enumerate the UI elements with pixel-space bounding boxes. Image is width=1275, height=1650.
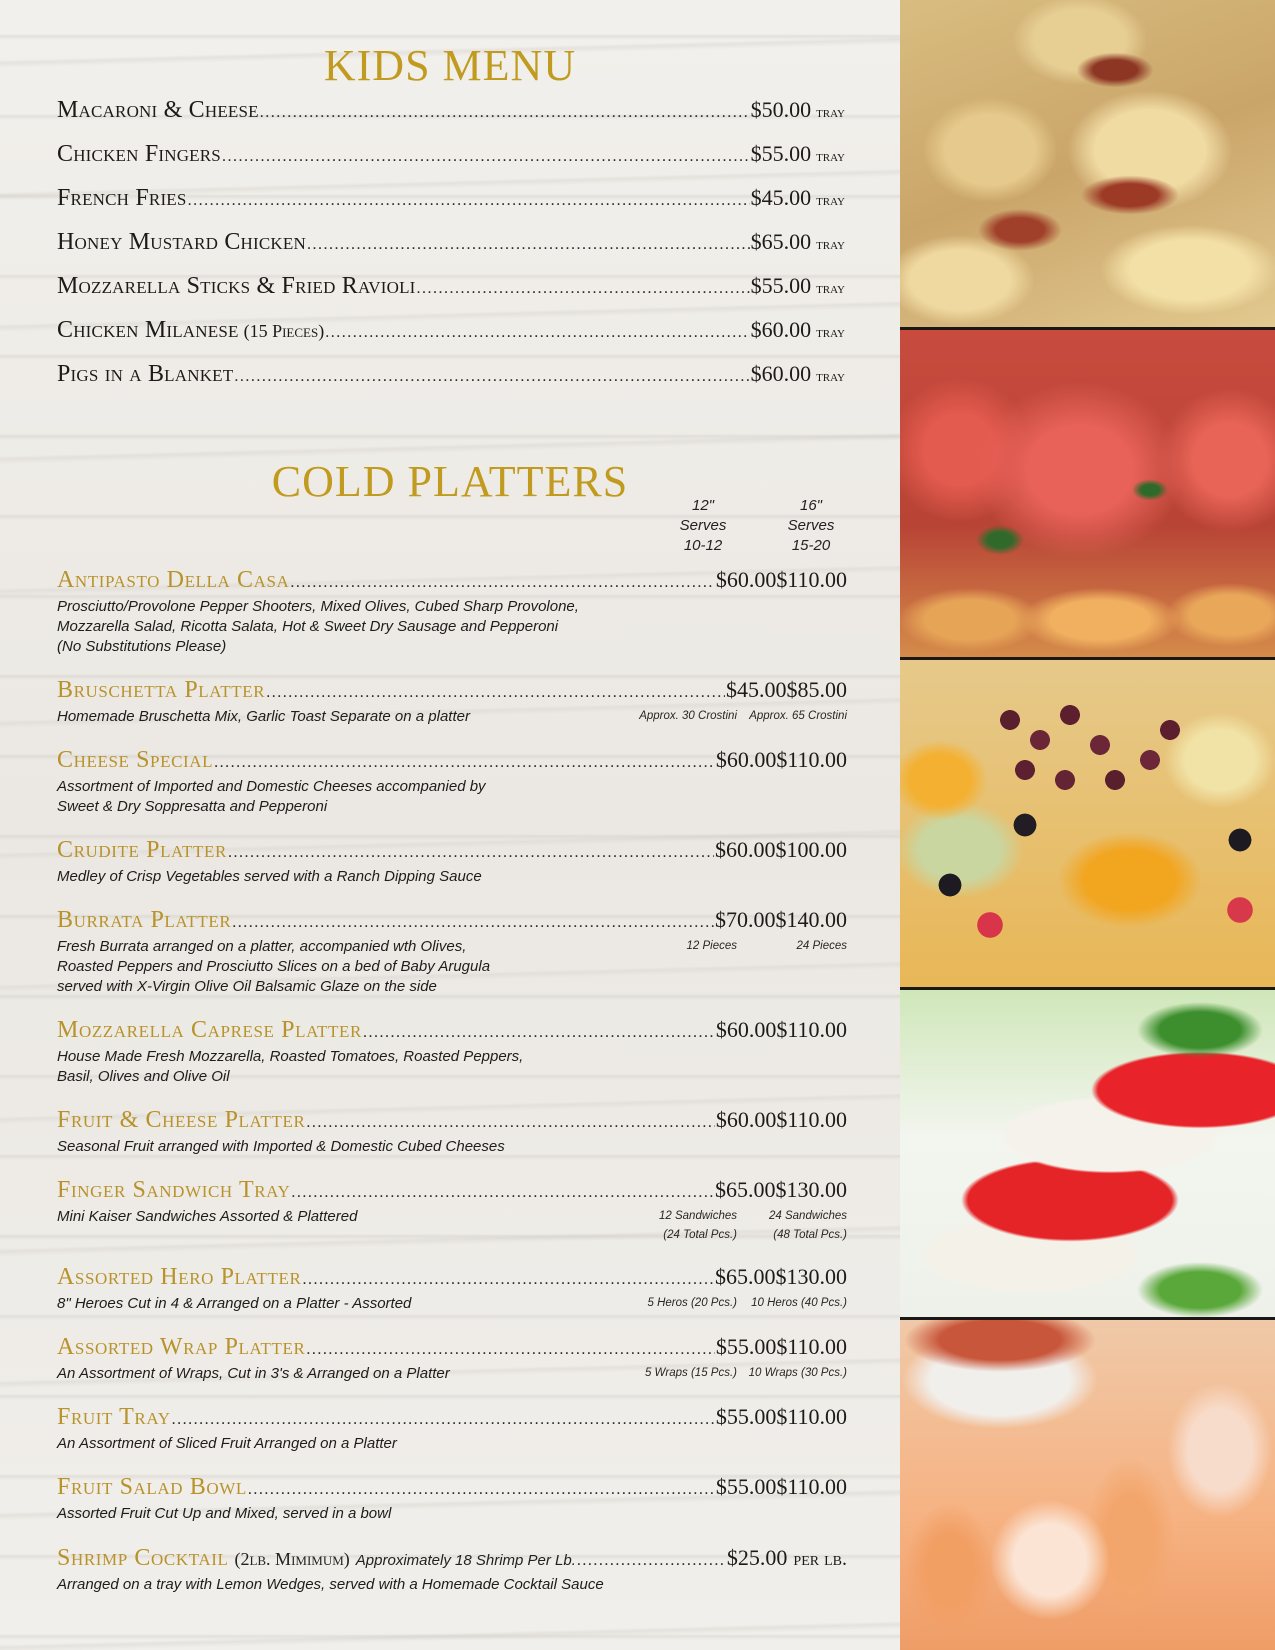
- description-line: Basil, Olives and Olive Oil: [57, 1068, 230, 1085]
- item-name: Antipasto Della Casa: [57, 567, 290, 593]
- item-name: Chicken Milanese: [57, 317, 239, 343]
- dot-leader: [172, 1411, 715, 1429]
- column-serves-label: Serves: [787, 517, 835, 534]
- quantity-note-12-inch: [617, 1207, 737, 1245]
- item-description: [57, 777, 847, 817]
- kids-menu-item: [57, 229, 845, 259]
- item-name: Cheese Special: [57, 747, 214, 773]
- price-16-inch: $110.00: [776, 1017, 847, 1042]
- dot-leader: [266, 684, 725, 702]
- kids-menu-item: [57, 141, 845, 171]
- quantity-note-16-inch: Approx. 65 Crostini: [749, 710, 847, 722]
- item-name: Fruit & Cheese Platter: [57, 1107, 306, 1133]
- platter-item: [57, 677, 847, 727]
- item-unit: tray: [816, 368, 845, 385]
- item-price: $60.00: [750, 317, 812, 342]
- column-serves: 10-12: [683, 537, 723, 554]
- item-unit: tray: [816, 236, 845, 253]
- price-12-inch: $60.00: [715, 1017, 777, 1042]
- item-description: [57, 1137, 847, 1157]
- kids-menu-item: [57, 317, 845, 347]
- kids-menu-item: [57, 361, 845, 391]
- item-name: Mozzarella Caprese Platter: [57, 1017, 362, 1043]
- dot-leader: [214, 754, 715, 772]
- item-name: Finger Sandwich Tray: [57, 1177, 291, 1203]
- description-line: served with X-Virgin Olive Oil Balsamic Glaze on the side: [57, 978, 437, 995]
- item-description: [57, 1504, 847, 1524]
- item-price: $25.00: [726, 1545, 788, 1570]
- quantity-note-16-inch: 10 Heros (40 Pcs.): [751, 1297, 847, 1309]
- item-description: [57, 937, 617, 997]
- price-12-inch: $55.00: [715, 1334, 777, 1359]
- dot-leader: [577, 1552, 726, 1570]
- item-price: $45.00: [750, 185, 812, 210]
- item-description: [57, 867, 847, 887]
- dot-leader: [306, 1341, 714, 1359]
- item-price: $50.00: [750, 97, 812, 122]
- item-unit: tray: [816, 104, 845, 121]
- description-line: Homemade Bruschetta Mix, Garlic Toast Separate on a platter: [57, 708, 470, 725]
- platter-item: [57, 1334, 847, 1384]
- price-12-inch: $60.00: [715, 837, 776, 862]
- platter-item-shrimp-cocktail: [57, 1545, 847, 1595]
- dot-leader: [363, 1024, 715, 1042]
- description-line: An Assortment of Sliced Fruit Arranged on a Platter: [57, 1435, 397, 1452]
- cold-platters-title: COLD PLATTERS: [271, 457, 629, 506]
- item-description: [57, 1047, 847, 1087]
- kids-menu-item: [57, 97, 845, 127]
- price-12-inch: $65.00: [715, 1264, 776, 1289]
- column-serves-label: Serves: [679, 517, 727, 534]
- item-description: [57, 1434, 847, 1454]
- column-header-16-inch: [766, 496, 856, 556]
- item-name: Fruit Salad Bowl: [57, 1474, 247, 1500]
- item-name: Chicken Fingers: [57, 141, 221, 167]
- item-name: Crudite Platter: [57, 837, 227, 863]
- dot-leader: [306, 1114, 714, 1132]
- item-description: [57, 1294, 617, 1314]
- photo-bruschetta: [900, 330, 1275, 657]
- dot-leader: [417, 280, 750, 298]
- item-unit: tray: [816, 192, 845, 209]
- price-16-inch: $85.00: [786, 677, 847, 702]
- platter-item: [57, 907, 847, 997]
- item-minimum-note: (2lb. Mimimum): [234, 1549, 350, 1569]
- photo-pigs-in-a-blanket: [900, 0, 1275, 327]
- dot-leader: [228, 844, 714, 862]
- description-line: Roasted Peppers and Prosciutto Slices on a bed of Baby Arugula: [57, 958, 491, 975]
- item-name: French Fries: [57, 185, 187, 211]
- price-12-inch: $70.00: [715, 907, 776, 932]
- item-quantity-note: Approximately 18 Shrimp Per Lb.: [355, 1552, 576, 1569]
- price-16-inch: $110.00: [776, 747, 847, 772]
- description-line: Sweet & Dry Soppresatta and Pepperoni: [57, 798, 328, 815]
- item-description: [57, 1364, 617, 1384]
- column-header-12-inch: [658, 496, 748, 556]
- price-16-inch: $110.00: [776, 1404, 847, 1429]
- description-line: Assortment of Imported and Domestic Cheeses accompanied by: [57, 778, 486, 795]
- item-name: Honey Mustard Chicken: [57, 229, 306, 255]
- note-line: 24 Sandwiches: [769, 1210, 847, 1222]
- photo-fruit-and-cheese-platter: [900, 660, 1275, 987]
- platter-item: [57, 747, 847, 817]
- kids-menu-item: [57, 185, 845, 215]
- item-name: Assorted Hero Platter: [57, 1264, 302, 1290]
- quantity-note-12-inch: Approx. 30 Crostini: [639, 710, 737, 722]
- kids-menu-title: KIDS MENU: [323, 41, 577, 90]
- price-12-inch: $55.00: [715, 1474, 777, 1499]
- price-12-inch: $55.00: [715, 1404, 777, 1429]
- description-line: Assorted Fruit Cut Up and Mixed, served in a bowl: [57, 1505, 392, 1522]
- description-line: 8" Heroes Cut in 4 & Arranged on a Platter - Assorted: [57, 1295, 412, 1312]
- dot-leader: [307, 236, 750, 254]
- dot-leader: [302, 1271, 714, 1289]
- note-line: (24 Total Pcs.): [663, 1229, 737, 1241]
- dot-leader: [248, 1481, 715, 1499]
- platter-item: [57, 567, 847, 657]
- platter-item: [57, 1404, 847, 1454]
- dot-leader: [290, 574, 714, 592]
- item-name: Mozzarella Sticks & Fried Ravioli: [57, 273, 416, 299]
- price-16-inch: $130.00: [775, 1264, 847, 1289]
- column-size: 12": [691, 497, 714, 514]
- platter-item: [57, 1264, 847, 1314]
- description-line: Seasonal Fruit arranged with Imported & Domestic Cubed Cheeses: [57, 1138, 505, 1155]
- column-serves: 15-20: [791, 537, 831, 554]
- quantity-note-16-inch: 10 Wraps (30 Pcs.): [748, 1367, 847, 1379]
- dot-leader: [291, 1184, 714, 1202]
- price-16-inch: $110.00: [776, 567, 847, 592]
- item-description: [57, 1207, 617, 1245]
- quantity-note-16-inch: [737, 1207, 847, 1245]
- note-line: (48 Total Pcs.): [773, 1229, 847, 1241]
- item-name: Fruit Tray: [57, 1404, 171, 1430]
- item-name: Bruschetta Platter: [57, 677, 266, 703]
- dot-leader: [325, 324, 749, 342]
- photo-shrimp-cocktail: [900, 1320, 1275, 1650]
- item-price: $65.00: [750, 229, 812, 254]
- description-line: House Made Fresh Mozzarella, Roasted Tomatoes, Roasted Peppers,: [57, 1048, 524, 1065]
- column-size: 16": [799, 497, 822, 514]
- quantity-note-12-inch: 5 Heros (20 Pcs.): [647, 1297, 737, 1309]
- item-name: Macaroni & Cheese: [57, 97, 259, 123]
- platter-item: [57, 1017, 847, 1087]
- price-16-inch: $130.00: [775, 1177, 847, 1202]
- item-name: Pigs in a Blanket: [57, 361, 234, 387]
- item-unit: per lb.: [793, 1548, 847, 1570]
- description-line: Medley of Crisp Vegetables served with a Ranch Dipping Sauce: [57, 868, 482, 885]
- price-12-inch: $60.00: [715, 567, 777, 592]
- dot-leader: [222, 148, 750, 166]
- dot-leader: [234, 368, 749, 386]
- description-line: Prosciutto/Provolone Pepper Shooters, Mixed Olives, Cubed Sharp Provolone,: [57, 598, 579, 615]
- item-unit: tray: [816, 324, 845, 341]
- note-line: 12 Sandwiches: [659, 1210, 737, 1222]
- price-12-inch: $45.00: [726, 677, 787, 702]
- dot-leader: [260, 104, 750, 122]
- item-description: [57, 707, 617, 727]
- price-16-inch: $140.00: [775, 907, 847, 932]
- photo-strip: [900, 0, 1275, 1650]
- item-description: [57, 597, 847, 657]
- item-description: Arranged on a tray with Lemon Wedges, served with a Homemade Cocktail Sauce: [57, 1576, 604, 1593]
- description-line: An Assortment of Wraps, Cut in 3's & Arranged on a Platter: [57, 1365, 450, 1382]
- description-line: Fresh Burrata arranged on a platter, accompanied wth Olives,: [57, 938, 467, 955]
- price-16-inch: $110.00: [776, 1474, 847, 1499]
- description-line: Mozzarella Salad, Ricotta Salata, Hot & Sweet Dry Sausage and Pepperoni: [57, 618, 559, 635]
- kids-menu-item: [57, 273, 845, 303]
- item-name: Burrata Platter: [57, 907, 232, 933]
- item-name: Shrimp Cocktail: [57, 1545, 229, 1571]
- price-12-inch: $60.00: [715, 1107, 777, 1132]
- photo-caprese-salad: [900, 990, 1275, 1317]
- item-price: $55.00: [750, 141, 812, 166]
- dot-leader: [232, 914, 714, 932]
- item-note: (15 Pieces): [243, 321, 325, 341]
- price-16-inch: $110.00: [776, 1107, 847, 1132]
- description-line: Mini Kaiser Sandwiches Assorted & Plattered: [57, 1208, 358, 1225]
- platter-item: [57, 1107, 847, 1157]
- dot-leader: [188, 192, 750, 210]
- description-line: (No Substitutions Please): [57, 638, 227, 655]
- item-price: $55.00: [750, 273, 812, 298]
- item-unit: tray: [816, 280, 845, 297]
- price-12-inch: $60.00: [715, 747, 777, 772]
- platter-item: [57, 837, 847, 887]
- price-16-inch: $110.00: [776, 1334, 847, 1359]
- platter-item: [57, 1177, 847, 1245]
- quantity-note-16-inch: 24 Pieces: [796, 940, 847, 952]
- quantity-note-12-inch: 5 Wraps (15 Pcs.): [644, 1367, 737, 1379]
- platter-item: [57, 1474, 847, 1524]
- item-unit: tray: [816, 148, 845, 165]
- price-16-inch: $100.00: [775, 837, 847, 862]
- item-price: $60.00: [750, 361, 812, 386]
- price-12-inch: $65.00: [715, 1177, 776, 1202]
- item-name: Assorted Wrap Platter: [57, 1334, 306, 1360]
- quantity-note-12-inch: 12 Pieces: [686, 940, 737, 952]
